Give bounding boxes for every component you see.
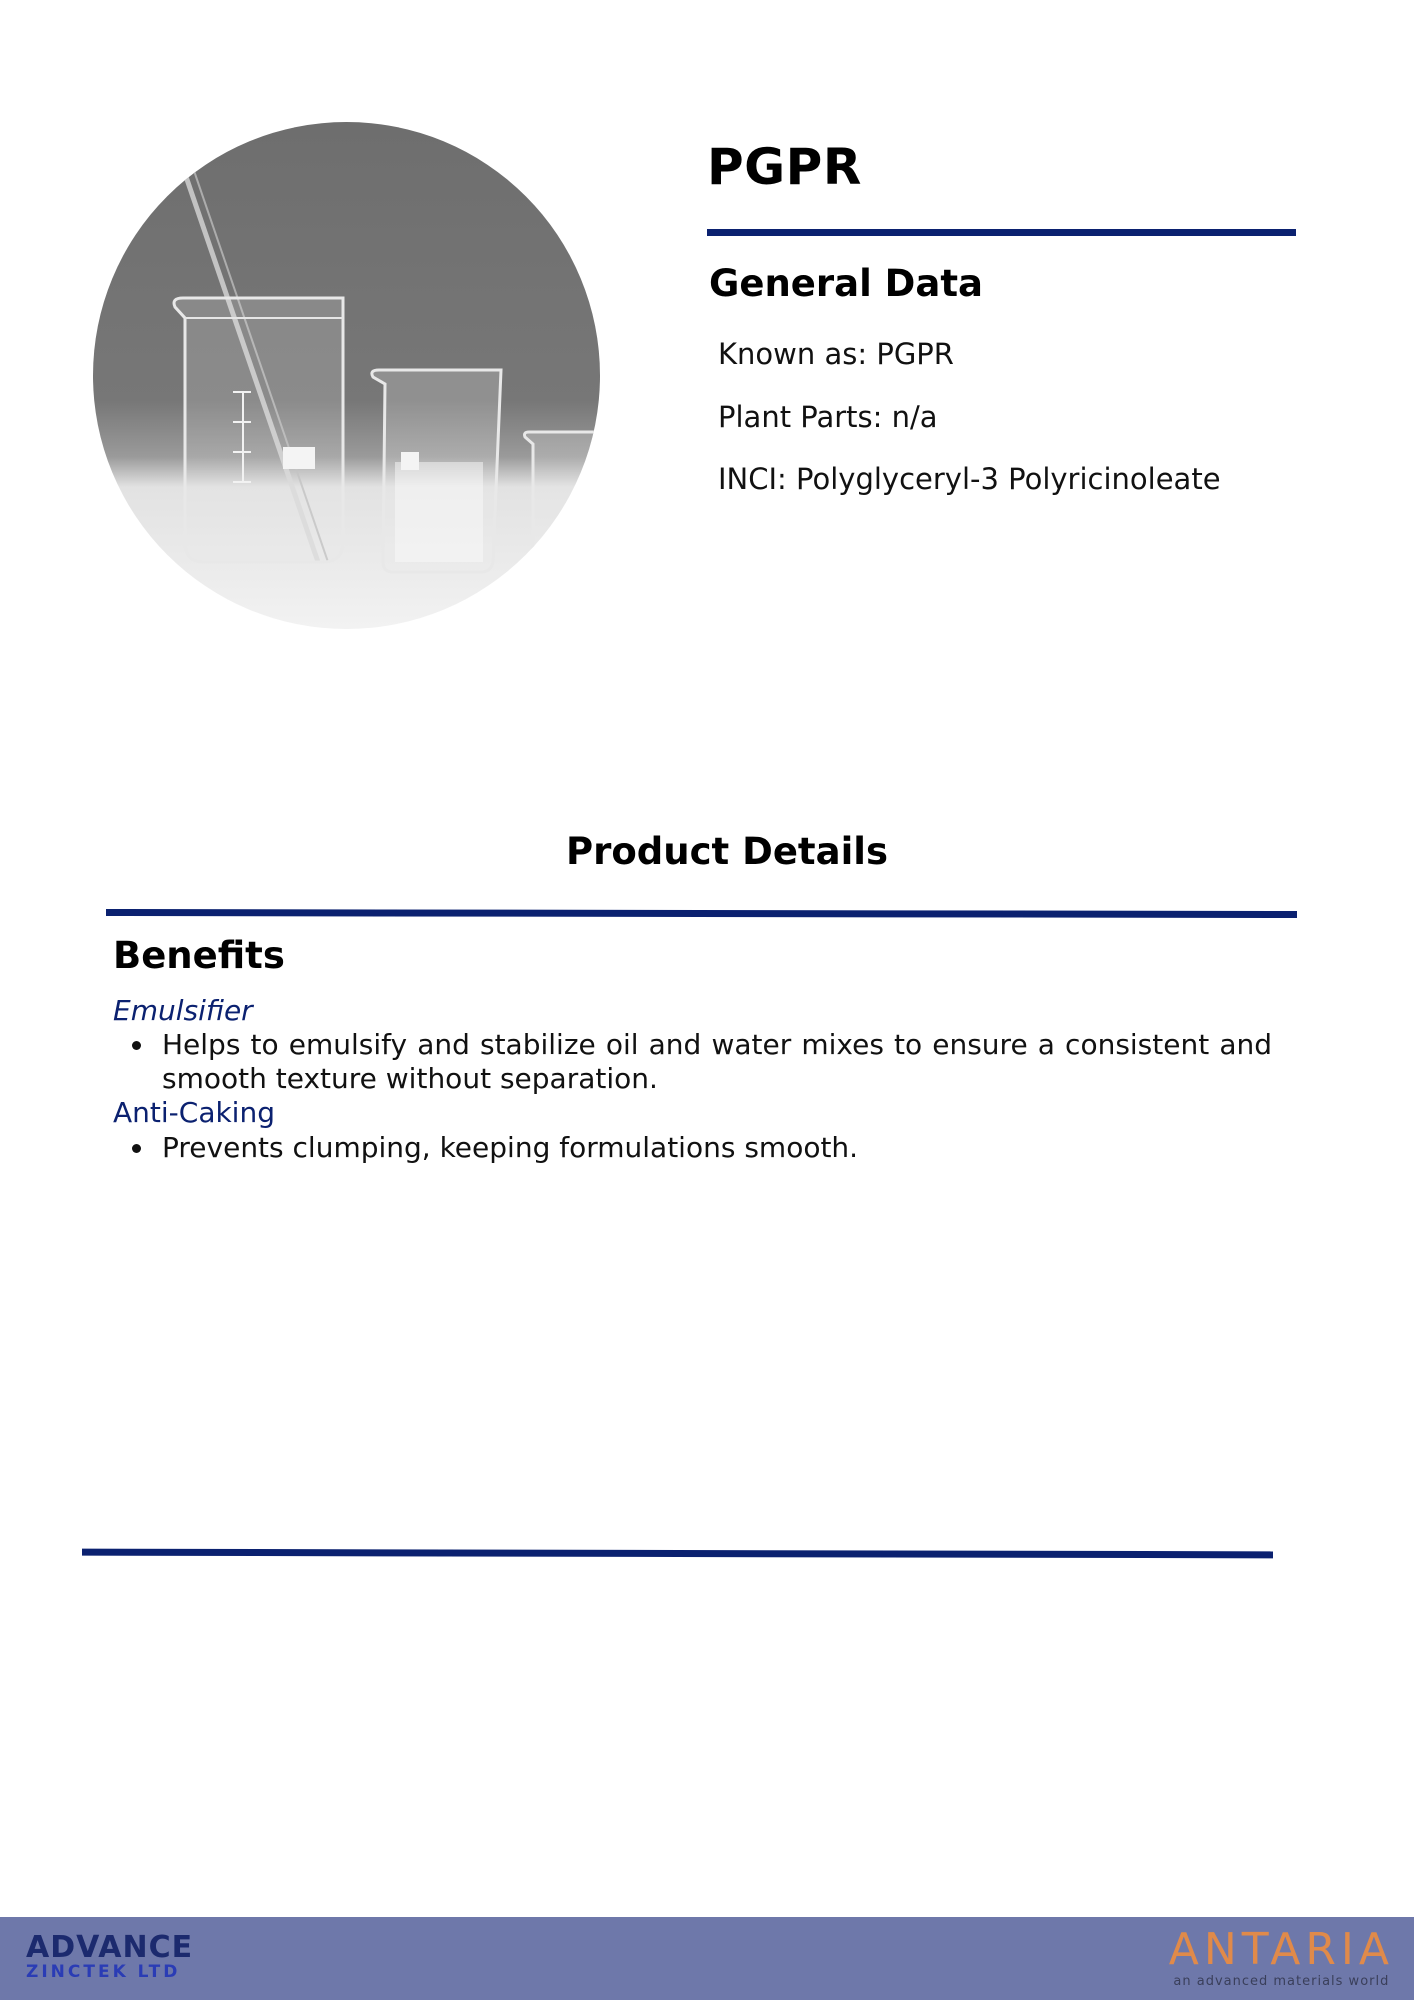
zinctek-logo-text: ZINCTEK LTD — [26, 1962, 181, 1982]
product-photo — [93, 122, 600, 629]
advance-logo-text: ADVANCE — [26, 1930, 194, 1965]
inci-row: INCI: Polyglyceryl-3 Polyricinoleate — [718, 462, 1221, 496]
bottom-divider — [82, 1549, 1273, 1559]
general-data-heading: General Data — [709, 262, 984, 305]
product-title: PGPR — [707, 138, 862, 196]
laboratory-beakers-illustration — [93, 122, 600, 629]
benefit-description-emulsifier: Helps to emulsify and stabilize oil and water mixes to ensure a consistent and smooth texture without separation. — [162, 1028, 1272, 1095]
antaria-tagline: an advanced materials world — [1173, 1974, 1390, 1989]
product-details-divider — [106, 909, 1297, 918]
known-as-row: Known as: PGPR — [718, 337, 954, 371]
antaria-logo — [1169, 1925, 1394, 1989]
benefits-heading: Benefits — [113, 934, 285, 977]
product-details-heading: Product Details — [566, 830, 888, 873]
benefit-title-anti-caking: Anti-Caking — [113, 1096, 275, 1129]
antaria-logo-text: ANTARIA — [1168, 1924, 1394, 1975]
benefit-description-anti-caking: Prevents clumping, keeping formulations smooth. — [162, 1131, 1272, 1165]
plant-parts-row: Plant Parts: n/a — [718, 400, 938, 434]
page-footer — [0, 1917, 1414, 2000]
advance-zinctek-logo — [26, 1930, 206, 1982]
title-divider — [707, 229, 1296, 236]
benefit-title-emulsifier: Emulsifier — [113, 994, 253, 1027]
